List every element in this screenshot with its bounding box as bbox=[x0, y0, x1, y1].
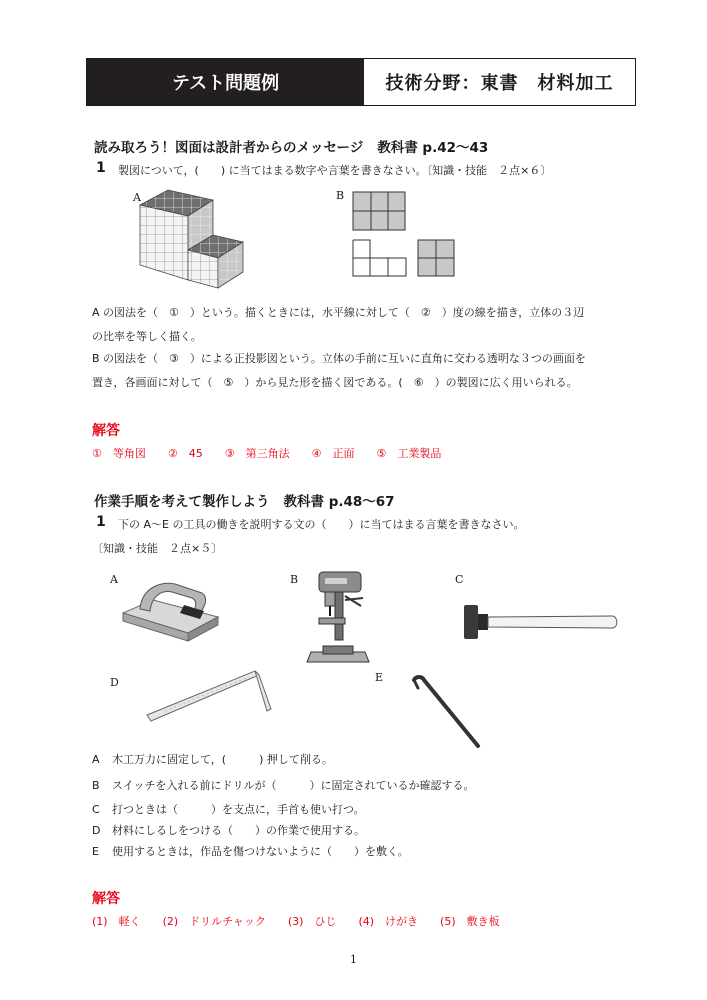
section1-ref: 教科書 p.42〜43 bbox=[377, 140, 489, 156]
page-number: 1 bbox=[350, 953, 357, 966]
section1-answers bbox=[92, 445, 463, 461]
answer-3: ③ 第三角法 bbox=[224, 447, 290, 460]
title-banner bbox=[86, 58, 636, 106]
item-e: E 使用するときは，作品を傷つけないように（ ）を敷く。 bbox=[92, 845, 409, 858]
answer2-5: (5) 敷き板 bbox=[440, 915, 500, 928]
isometric-block-icon bbox=[138, 180, 248, 290]
answer2-2: (2) ドリルチャック bbox=[162, 915, 266, 928]
tool-label-d: D bbox=[110, 676, 119, 689]
section1-title: 読み取ろう！図面は設計者からのメッセージ 教科書 p.42〜43 bbox=[94, 140, 489, 156]
orthographic-views-icon bbox=[348, 190, 463, 280]
section2-answer-label: 解答 bbox=[92, 891, 120, 907]
drill-press-icon bbox=[305, 570, 375, 670]
plane-icon bbox=[118, 575, 223, 645]
section2-title: 作業手順を考えて製作しよう 教科書 p.48〜67 bbox=[94, 494, 395, 510]
section2-question: 下の A〜E の工具の働きを説明する文の（ ）に当てはまる言葉を書きなさい。 bbox=[118, 518, 525, 531]
tool-label-c: C bbox=[455, 573, 464, 586]
answer-1: ① 等角図 bbox=[92, 447, 146, 460]
fig-label-b: B bbox=[336, 189, 345, 202]
text-a-line1: A の図法を（ ① ）という。描くときには，水平線に対して（ ② ）度の線を描き，立体の３辺 bbox=[92, 306, 585, 319]
banner-title-left: テスト問題例 bbox=[87, 59, 364, 105]
section2-ref: 教科書 p.48〜67 bbox=[283, 494, 395, 510]
item-a: A 木工万力に固定して，( ) 押して削る。 bbox=[92, 753, 333, 766]
crowbar-icon bbox=[410, 672, 490, 752]
text-b-line2: 置き，各画面に対して（ ⑤ ）から見た形を描く図である。( ⑥ ）の製図に広く用いられる。 bbox=[92, 376, 578, 389]
banner-title-right: 技術分野：東書 材料加工 bbox=[385, 73, 614, 94]
section2-answers bbox=[92, 913, 522, 929]
section2-qnum: 1 bbox=[96, 514, 106, 530]
section1-qnum: 1 bbox=[96, 160, 106, 176]
item-d: D 材料にしるしをつける（ ）の作業で使用する。 bbox=[92, 824, 365, 837]
tool-label-a: A bbox=[110, 573, 118, 586]
answer-2: ② 45 bbox=[167, 447, 203, 460]
answer2-3: (3) ひじ bbox=[287, 915, 337, 928]
tool-label-e: E bbox=[375, 671, 384, 684]
answer2-1: (1) 軽く bbox=[92, 915, 141, 928]
section2-points: 〔知識・技能 ２点×５〕 bbox=[92, 542, 223, 555]
item-b: B スイッチを入れる前にドリルが（ ）に固定されているか確認する。 bbox=[92, 779, 475, 792]
answer-4: ④ 正面 bbox=[311, 447, 355, 460]
carpenters-square-icon bbox=[145, 665, 280, 725]
text-a-line2: の比率を等しく描く。 bbox=[92, 330, 202, 343]
section1-question: 製図について，( ) に当てはまる数字や言葉を書きなさい。〔知識・技能 ２点×６〕 bbox=[118, 164, 552, 177]
hammer-icon bbox=[462, 600, 622, 645]
text-b-line1: B の図法を（ ③ ）による正投影図という。立体の手前に互いに直角に交わる透明な３つの画面を bbox=[92, 352, 586, 365]
answer-5: ⑤ 工業製品 bbox=[376, 447, 442, 460]
section1-answer-label: 解答 bbox=[92, 423, 120, 439]
tool-label-b: B bbox=[290, 573, 299, 586]
answer2-4: (4) けがき bbox=[358, 915, 419, 928]
item-c: C 打つときは（ ）を支点に，手首も使い打つ。 bbox=[92, 803, 365, 816]
fig-label-a: A bbox=[133, 191, 141, 204]
